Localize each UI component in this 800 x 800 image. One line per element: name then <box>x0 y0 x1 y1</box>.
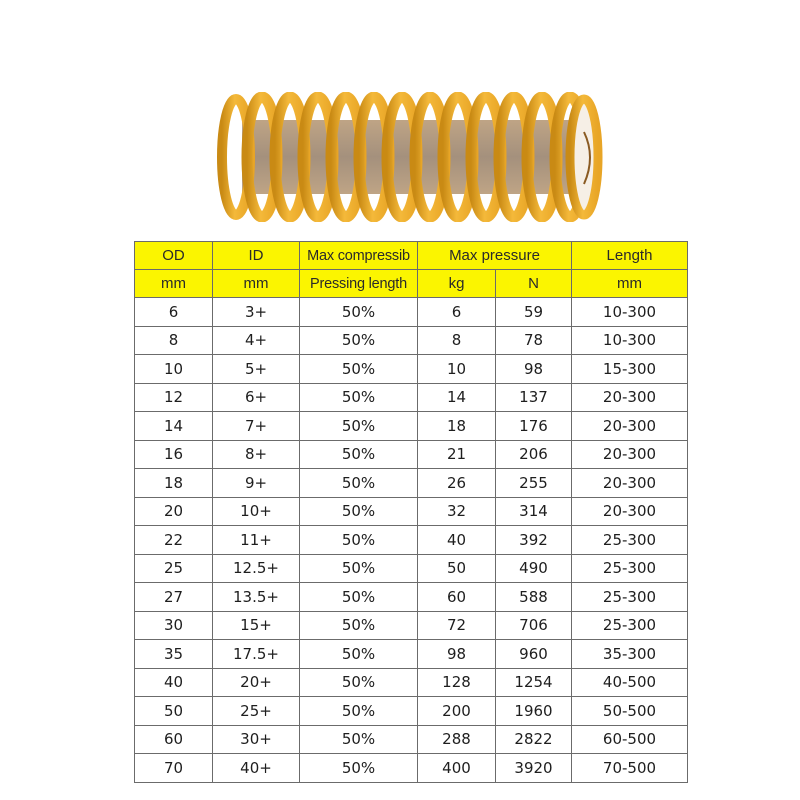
header-od: OD <box>135 242 213 270</box>
table-row <box>135 697 688 726</box>
table-row <box>135 355 688 384</box>
cell-id: 9+ <box>213 469 300 498</box>
spring-product-image <box>212 92 608 222</box>
cell-length: 60-500 <box>572 725 688 754</box>
cell-n: 392 <box>496 526 572 555</box>
cell-id: 12.5+ <box>213 554 300 583</box>
header-length: Length <box>572 242 688 270</box>
cell-compression: 50% <box>300 383 418 412</box>
table-row <box>135 412 688 441</box>
cell-od: 20 <box>135 497 213 526</box>
table-row <box>135 526 688 555</box>
cell-n: 706 <box>496 611 572 640</box>
cell-n: 314 <box>496 497 572 526</box>
header-max-pressure: Max pressure <box>418 242 572 270</box>
cell-kg: 32 <box>418 497 496 526</box>
cell-compression: 50% <box>300 725 418 754</box>
cell-id: 17.5+ <box>213 640 300 669</box>
cell-od: 22 <box>135 526 213 555</box>
cell-length: 50-500 <box>572 697 688 726</box>
cell-compression: 50% <box>300 640 418 669</box>
cell-n: 206 <box>496 440 572 469</box>
header-id-unit: mm <box>213 270 300 298</box>
cell-kg: 21 <box>418 440 496 469</box>
cell-length: 20-300 <box>572 440 688 469</box>
header-row-1 <box>135 242 688 270</box>
cell-n: 59 <box>496 298 572 327</box>
cell-n: 2822 <box>496 725 572 754</box>
cell-id: 13.5+ <box>213 583 300 612</box>
cell-kg: 8 <box>418 326 496 355</box>
cell-id: 30+ <box>213 725 300 754</box>
cell-kg: 98 <box>418 640 496 669</box>
cell-compression: 50% <box>300 697 418 726</box>
header-pressing-length: Pressing length <box>300 270 418 298</box>
cell-kg: 26 <box>418 469 496 498</box>
cell-id: 15+ <box>213 611 300 640</box>
cell-n: 78 <box>496 326 572 355</box>
cell-id: 7+ <box>213 412 300 441</box>
header-max-compression: Max compressib <box>300 242 418 270</box>
cell-kg: 6 <box>418 298 496 327</box>
cell-compression: 50% <box>300 298 418 327</box>
cell-od: 10 <box>135 355 213 384</box>
table-row <box>135 326 688 355</box>
cell-id: 8+ <box>213 440 300 469</box>
cell-compression: 50% <box>300 355 418 384</box>
cell-compression: 50% <box>300 583 418 612</box>
cell-id: 5+ <box>213 355 300 384</box>
cell-kg: 10 <box>418 355 496 384</box>
cell-od: 30 <box>135 611 213 640</box>
cell-od: 18 <box>135 469 213 498</box>
cell-od: 14 <box>135 412 213 441</box>
table-row <box>135 469 688 498</box>
table-row <box>135 611 688 640</box>
spring-spec-table <box>134 241 688 783</box>
cell-kg: 50 <box>418 554 496 583</box>
cell-od: 12 <box>135 383 213 412</box>
cell-kg: 200 <box>418 697 496 726</box>
cell-compression: 50% <box>300 754 418 783</box>
cell-compression: 50% <box>300 611 418 640</box>
cell-length: 25-300 <box>572 526 688 555</box>
table-row <box>135 497 688 526</box>
cell-n: 1960 <box>496 697 572 726</box>
table-row <box>135 668 688 697</box>
cell-length: 10-300 <box>572 298 688 327</box>
cell-od: 40 <box>135 668 213 697</box>
header-kg: kg <box>418 270 496 298</box>
cell-compression: 50% <box>300 497 418 526</box>
spring-icon <box>212 92 608 222</box>
cell-kg: 14 <box>418 383 496 412</box>
cell-length: 20-300 <box>572 412 688 441</box>
cell-od: 35 <box>135 640 213 669</box>
cell-od: 16 <box>135 440 213 469</box>
table-row <box>135 640 688 669</box>
cell-length: 20-300 <box>572 469 688 498</box>
cell-compression: 50% <box>300 412 418 441</box>
cell-id: 20+ <box>213 668 300 697</box>
cell-n: 490 <box>496 554 572 583</box>
cell-length: 10-300 <box>572 326 688 355</box>
cell-id: 6+ <box>213 383 300 412</box>
cell-compression: 50% <box>300 668 418 697</box>
cell-length: 25-300 <box>572 583 688 612</box>
cell-n: 137 <box>496 383 572 412</box>
cell-id: 25+ <box>213 697 300 726</box>
table-row <box>135 383 688 412</box>
cell-od: 27 <box>135 583 213 612</box>
cell-length: 20-300 <box>572 497 688 526</box>
cell-od: 60 <box>135 725 213 754</box>
cell-compression: 50% <box>300 440 418 469</box>
cell-id: 10+ <box>213 497 300 526</box>
cell-od: 25 <box>135 554 213 583</box>
cell-kg: 18 <box>418 412 496 441</box>
cell-kg: 72 <box>418 611 496 640</box>
cell-kg: 128 <box>418 668 496 697</box>
table-row <box>135 440 688 469</box>
table-row <box>135 754 688 783</box>
header-id: ID <box>213 242 300 270</box>
header-row-2 <box>135 270 688 298</box>
cell-compression: 50% <box>300 554 418 583</box>
cell-compression: 50% <box>300 469 418 498</box>
cell-id: 3+ <box>213 298 300 327</box>
cell-od: 50 <box>135 697 213 726</box>
cell-length: 35-300 <box>572 640 688 669</box>
cell-compression: 50% <box>300 326 418 355</box>
header-length-unit: mm <box>572 270 688 298</box>
table-row <box>135 554 688 583</box>
cell-n: 588 <box>496 583 572 612</box>
cell-od: 70 <box>135 754 213 783</box>
cell-n: 1254 <box>496 668 572 697</box>
cell-id: 4+ <box>213 326 300 355</box>
cell-n: 255 <box>496 469 572 498</box>
table-row <box>135 298 688 327</box>
cell-length: 20-300 <box>572 383 688 412</box>
cell-kg: 400 <box>418 754 496 783</box>
table-row <box>135 583 688 612</box>
cell-kg: 288 <box>418 725 496 754</box>
cell-id: 40+ <box>213 754 300 783</box>
cell-length: 40-500 <box>572 668 688 697</box>
cell-length: 25-300 <box>572 611 688 640</box>
cell-od: 6 <box>135 298 213 327</box>
cell-n: 3920 <box>496 754 572 783</box>
cell-n: 176 <box>496 412 572 441</box>
cell-length: 15-300 <box>572 355 688 384</box>
header-n: N <box>496 270 572 298</box>
cell-n: 960 <box>496 640 572 669</box>
cell-n: 98 <box>496 355 572 384</box>
cell-length: 25-300 <box>572 554 688 583</box>
header-od-unit: mm <box>135 270 213 298</box>
cell-kg: 60 <box>418 583 496 612</box>
cell-kg: 40 <box>418 526 496 555</box>
cell-compression: 50% <box>300 526 418 555</box>
cell-od: 8 <box>135 326 213 355</box>
cell-id: 11+ <box>213 526 300 555</box>
table-row <box>135 725 688 754</box>
cell-length: 70-500 <box>572 754 688 783</box>
